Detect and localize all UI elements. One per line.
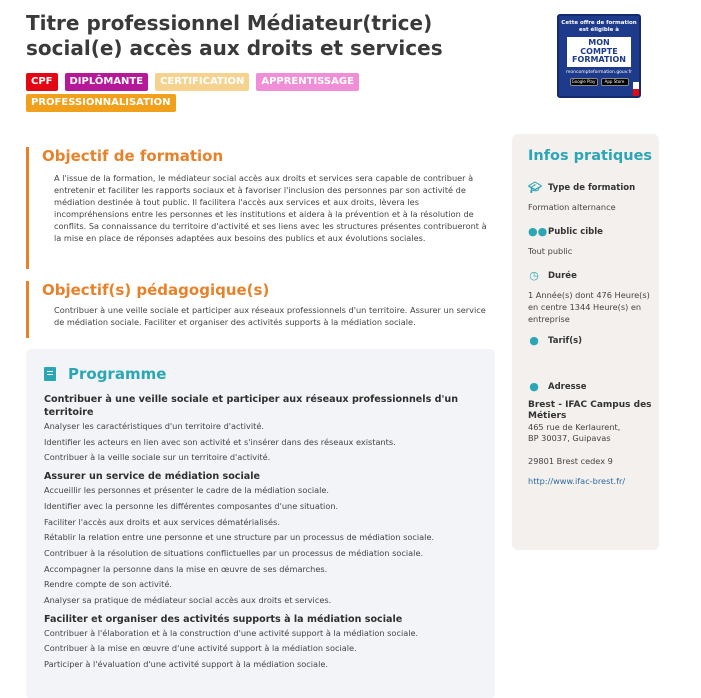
objectif-section bbox=[26, 147, 496, 269]
google-play-badge: Google Play bbox=[570, 78, 598, 86]
graduation-cap-icon: 🎓︎ bbox=[528, 181, 542, 194]
info-adresse-label-text: Adresse bbox=[548, 381, 587, 392]
mon-compte-formation-logo[interactable] bbox=[557, 14, 641, 98]
programme-item: Faciliter l'accès aux droits et aux services dématérialisés. bbox=[44, 516, 280, 527]
map-pin-icon: ● bbox=[529, 380, 539, 393]
users-icon: ●● bbox=[528, 225, 548, 238]
info-type-label-text: Type de formation bbox=[548, 182, 636, 193]
badge-professionnalisation: PROFESSIONNALISATION bbox=[26, 94, 176, 112]
mcf-brand-line1: MON bbox=[588, 38, 610, 47]
mcf-brand bbox=[567, 37, 631, 67]
programme-group bbox=[44, 393, 495, 466]
website-link[interactable]: http://www.ifac-brest.fr/ bbox=[528, 476, 626, 486]
mcf-brand-line3: FORMATION bbox=[572, 55, 626, 64]
info-tarif-label-text: Tarif(s) bbox=[548, 335, 583, 346]
programme-item: Contribuer à l'élaboration et à la construction d'une activité support à la médiation sociale. bbox=[44, 627, 419, 638]
french-flag-icon bbox=[633, 82, 639, 96]
clock-icon: ◷ bbox=[529, 269, 539, 282]
info-adresse-label bbox=[528, 381, 659, 392]
badge-apprentissage: APPRENTISSAGE bbox=[256, 73, 359, 91]
programme-item: Rendre compte de son activité. bbox=[44, 579, 172, 590]
money-bag-icon: ● bbox=[529, 334, 539, 347]
programme-group-heading: Contribuer à une veille sociale et participer aux réseaux professionnels d'un territoire bbox=[44, 394, 459, 418]
programme-group bbox=[44, 613, 495, 673]
info-duree-label bbox=[528, 270, 659, 281]
programme-item: Contribuer à la résolution de situations conflictuelles par un processus de médiation sociale. bbox=[44, 547, 424, 558]
badge-list bbox=[26, 73, 446, 112]
page-title: Titre professionnel Médiateur(trice) social(e) accès aux droits et services bbox=[26, 11, 443, 60]
programme-item: Participer à l'évaluation d'une activité support à la médiation sociale. bbox=[44, 659, 328, 670]
programme-item: Analyser les caractéristiques d'un territoire d'activité. bbox=[44, 421, 264, 431]
address-city: 29801 Brest cedex 9 bbox=[528, 456, 613, 466]
info-public-value: Tout public bbox=[528, 246, 573, 256]
mcf-url: moncompteformation.gouv.fr bbox=[566, 69, 632, 75]
programme-item: Identifier avec la personne les différentes composantes d'une situation. bbox=[44, 500, 339, 511]
infos-title: Infos pratiques bbox=[528, 148, 653, 164]
app-store-badge: App Store bbox=[601, 78, 629, 86]
info-public-label bbox=[528, 226, 659, 237]
pedagogique-text: Contribuer à une veille sociale et participer aux réseaux professionnels d'un territoire. Assurer un service de médiation sociale. Faciliter et organiser des activités supports à la médiation sociale. bbox=[54, 305, 486, 327]
info-tarif-label bbox=[528, 335, 659, 346]
address-line1: 465 rue de Kerlaurent, bbox=[528, 422, 621, 432]
mcf-brand-line2: COMPTE bbox=[580, 46, 618, 56]
mcf-eligible-text: Cette offre de formation est éligible à bbox=[561, 20, 637, 33]
programme-item: Accompagner la personne dans la mise en œuvre de ses démarches. bbox=[44, 563, 328, 574]
info-public-label-text: Public cible bbox=[548, 226, 603, 237]
programme-group bbox=[44, 470, 495, 609]
info-type-value: Formation alternance bbox=[528, 202, 616, 212]
programme-section bbox=[26, 349, 495, 698]
mcf-stores bbox=[559, 78, 639, 86]
objectif-title: Objectif de formation bbox=[42, 147, 224, 165]
badge-certification: CERTIFICATION bbox=[155, 73, 249, 91]
badge-cpf: CPF bbox=[26, 73, 58, 91]
info-duree-label-text: Durée bbox=[548, 270, 577, 281]
programme-group-heading: Faciliter et organiser des activités supports à la médiation sociale bbox=[44, 613, 403, 625]
programme-group-heading: Assurer un service de médiation sociale bbox=[44, 471, 261, 483]
badge-diplomante: DIPLÔMANTE bbox=[65, 73, 149, 91]
info-duree-value: 1 Année(s) dont 476 Heure(s) en centre 1344 Heure(s) en entreprise bbox=[528, 290, 650, 324]
document-icon bbox=[44, 367, 56, 381]
infos-pratiques-panel bbox=[512, 134, 659, 550]
pedagogique-title: Objectif(s) pédagogique(s) bbox=[42, 281, 270, 299]
programme-item: Rétablir la relation entre une personne et une structure par un processus de médiation sociale. bbox=[44, 532, 435, 543]
programme-item: Analyser sa pratique de médiateur social accès aux droits et services. bbox=[44, 595, 332, 606]
objectif-text: A l'issue de la formation, le médiateur social accès aux droits et services sera capable de contribuer à entretenir et faciliter les rapports sociaux et à favoriser l'inclusion des personnes par son activité de médiation destinée à tout public. Il facilitera l'accès aux services et aux droits, lèvera les incompréhensions entre les personnes et les institutions et aidera à la prévention et à la résolution de conflits. Sa connaissance du territoire d'activité et ses liens avec les structures présentes contribueront à la mise en place de réponses adaptées aux besoins des publics et aux évolutions sociales. bbox=[54, 173, 487, 243]
address-line2: BP 30037, Guipavas bbox=[528, 433, 611, 443]
programme-title: Programme bbox=[68, 365, 167, 383]
info-type-label bbox=[528, 182, 659, 193]
programme-item: Contribuer à la veille sociale sur un territoire d'activité. bbox=[44, 452, 271, 463]
pedagogique-section bbox=[26, 281, 496, 338]
programme-item: Identifier les acteurs en lien avec son activité et s'insérer dans des réseaux existants. bbox=[44, 436, 396, 447]
programme-item: Contribuer à la mise en œuvre d'une activité support à la médiation sociale. bbox=[44, 643, 357, 654]
programme-header bbox=[44, 365, 495, 383]
programme-item: Accueillir les personnes et présenter le cadre de la médiation sociale. bbox=[44, 485, 330, 496]
address-name: Brest - IFAC Campus des Métiers bbox=[528, 400, 652, 421]
